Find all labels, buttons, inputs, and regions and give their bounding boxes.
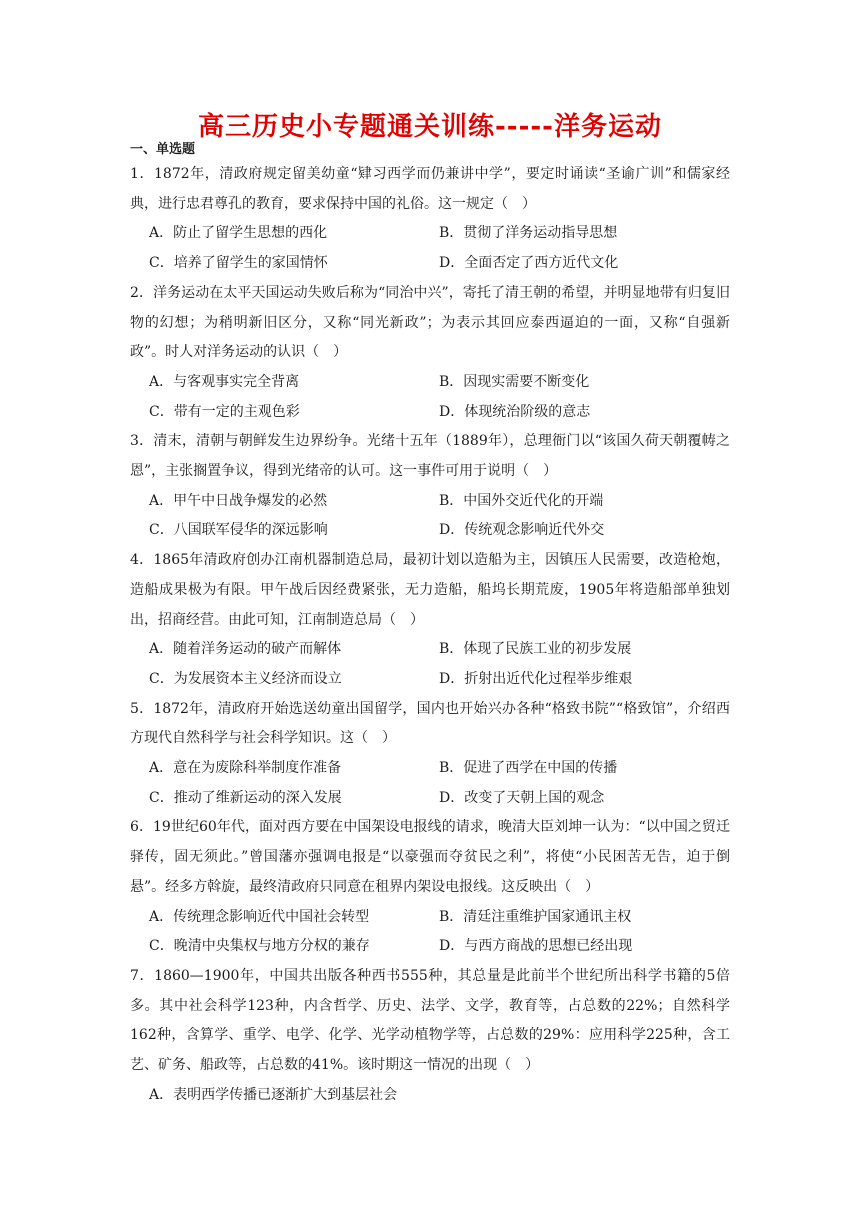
option-a[interactable]: A．表明西学传播已逐渐扩大到基层社会: [149, 1086, 398, 1103]
question-stem: 4．1865年清政府创办江南机器制造总局，最初计划以造船为主，因镇压人民需要，改造枪炮，造船成果极为有限。甲午战后因经费紧张，无力造船，船坞长期荒废，1905年将造船部单独划出，招商经营。由此可知，江南制造总局（ ）: [130, 552, 730, 628]
option-b[interactable]: B．促进了西学在中国的传播: [439, 760, 618, 777]
option-list: [130, 1081, 730, 1111]
option-c[interactable]: C．推动了维新运动的深入发展: [149, 789, 342, 806]
question-stem: 6．19世纪60年代，面对西方要在中国架设电报线的请求，晚清大臣刘坤一认为：“以中国之贸迁驿传，固无须此。”曾国藩亦强调电报是“以豪强而夺贫民之利”，将使“小民困苦无告，迫于倒悬”。经多方斡旋，最终清政府只同意在租界内架设电报线。这反映出（ ）: [130, 819, 730, 895]
option-list: [130, 903, 730, 962]
question-3: [130, 427, 730, 546]
option-list: [130, 754, 730, 813]
option-a[interactable]: A．传统理念影响近代中国社会转型: [149, 908, 370, 925]
question-stem: 1．1872年，清政府规定留美幼童“肄习西学而仍兼讲中学”，要定时诵读“圣谕广训”和儒家经典，进行忠君尊孔的教育，要求保持中国的礼俗。这一规定（ ）: [130, 166, 730, 212]
option-list: [130, 487, 730, 546]
option-c[interactable]: C．晚清中央集权与地方分权的兼存: [149, 938, 370, 955]
option-b[interactable]: B．贯彻了洋务运动指导思想: [439, 225, 618, 242]
option-b[interactable]: B．体现了民族工业的初步发展: [439, 641, 632, 658]
option-b[interactable]: B．中国外交近代化的开端: [439, 492, 604, 509]
option-b[interactable]: B．清廷注重维护国家通讯主权: [439, 908, 632, 925]
option-d[interactable]: D．传统观念影响近代外交: [439, 522, 605, 539]
question-stem: 5．1872年，清政府开始选送幼童出国留学，国内也开始兴办各种“格致书院”“格致馆”，介绍西方现代自然科学与社会科学知识。这（ ）: [130, 700, 730, 747]
option-b[interactable]: B．因现实需要不断变化: [439, 373, 590, 390]
option-list: [130, 368, 730, 427]
question-stem: 3．清末，清朝与朝鲜发生边界纷争。光绪十五年（1889年），总理衙门以“该国久荷天朝覆帱之恩”，主张搁置争议，得到光绪帝的认可。这一事件可用于说明（ ）: [130, 433, 730, 480]
option-list: [130, 219, 730, 278]
option-d[interactable]: D．折射出近代化过程举步维艰: [439, 670, 633, 687]
option-a[interactable]: A．随着洋务运动的破产而解体: [149, 641, 342, 658]
section-heading: 一、单选题: [130, 142, 196, 157]
option-c[interactable]: C．带有一定的主观色彩: [149, 403, 300, 420]
option-d[interactable]: D．与西方商战的思想已经出现: [439, 938, 633, 955]
option-a[interactable]: A．与客观事实完全背离: [149, 373, 300, 390]
question-2: [130, 279, 730, 428]
option-d[interactable]: D．体现统治阶级的意志: [439, 403, 591, 420]
question-6: [130, 813, 730, 962]
question-stem: 2．洋务运动在太平天国运动失败后称为“同治中兴”，寄托了清王朝的希望，并明显地带有归复旧物的幻想；为稍明新旧区分，又称“同光新政”；为表示其回应泰西逼迫的一面，又称“自强新政”。时人对洋务运动的认识（ ）: [130, 284, 730, 361]
option-list: [130, 635, 730, 694]
option-c[interactable]: C．培养了留学生的家国情怀: [149, 255, 328, 272]
option-a[interactable]: A．甲午中日战争爆发的必然: [149, 492, 328, 509]
question-7: [130, 962, 730, 1111]
page-title: 高三历史小专题通关训练-----洋务运动: [198, 112, 662, 142]
option-c[interactable]: C．八国联军侵华的深远影响: [149, 522, 328, 539]
question-4: [130, 546, 730, 695]
question-list: [130, 160, 730, 1111]
question-1: [130, 160, 730, 279]
question-5: [130, 695, 730, 814]
option-a[interactable]: A．意在为废除科举制度作准备: [149, 760, 342, 777]
question-stem: 7．1860—1900年，中国共出版各种西书555种，其总量是此前半个世纪所出科学书籍的5倍多。其中社会科学123种，内含哲学、历史、法学、文学，教育等，占总数的22%；自然科学162种，含算学、重学、电学、化学、光学动植物学等，占总数的29%：应用科学225种，含工艺、矿务、船政等，占总数的41%。该时期这一情况的出现（ ）: [130, 967, 730, 1074]
option-a[interactable]: A．防止了留学生思想的西化: [149, 225, 328, 242]
option-c[interactable]: C．为发展资本主义经济而设立: [149, 670, 342, 687]
option-d[interactable]: D．全面否定了西方近代文化: [439, 255, 619, 272]
option-d[interactable]: D．改变了天朝上国的观念: [439, 789, 605, 806]
